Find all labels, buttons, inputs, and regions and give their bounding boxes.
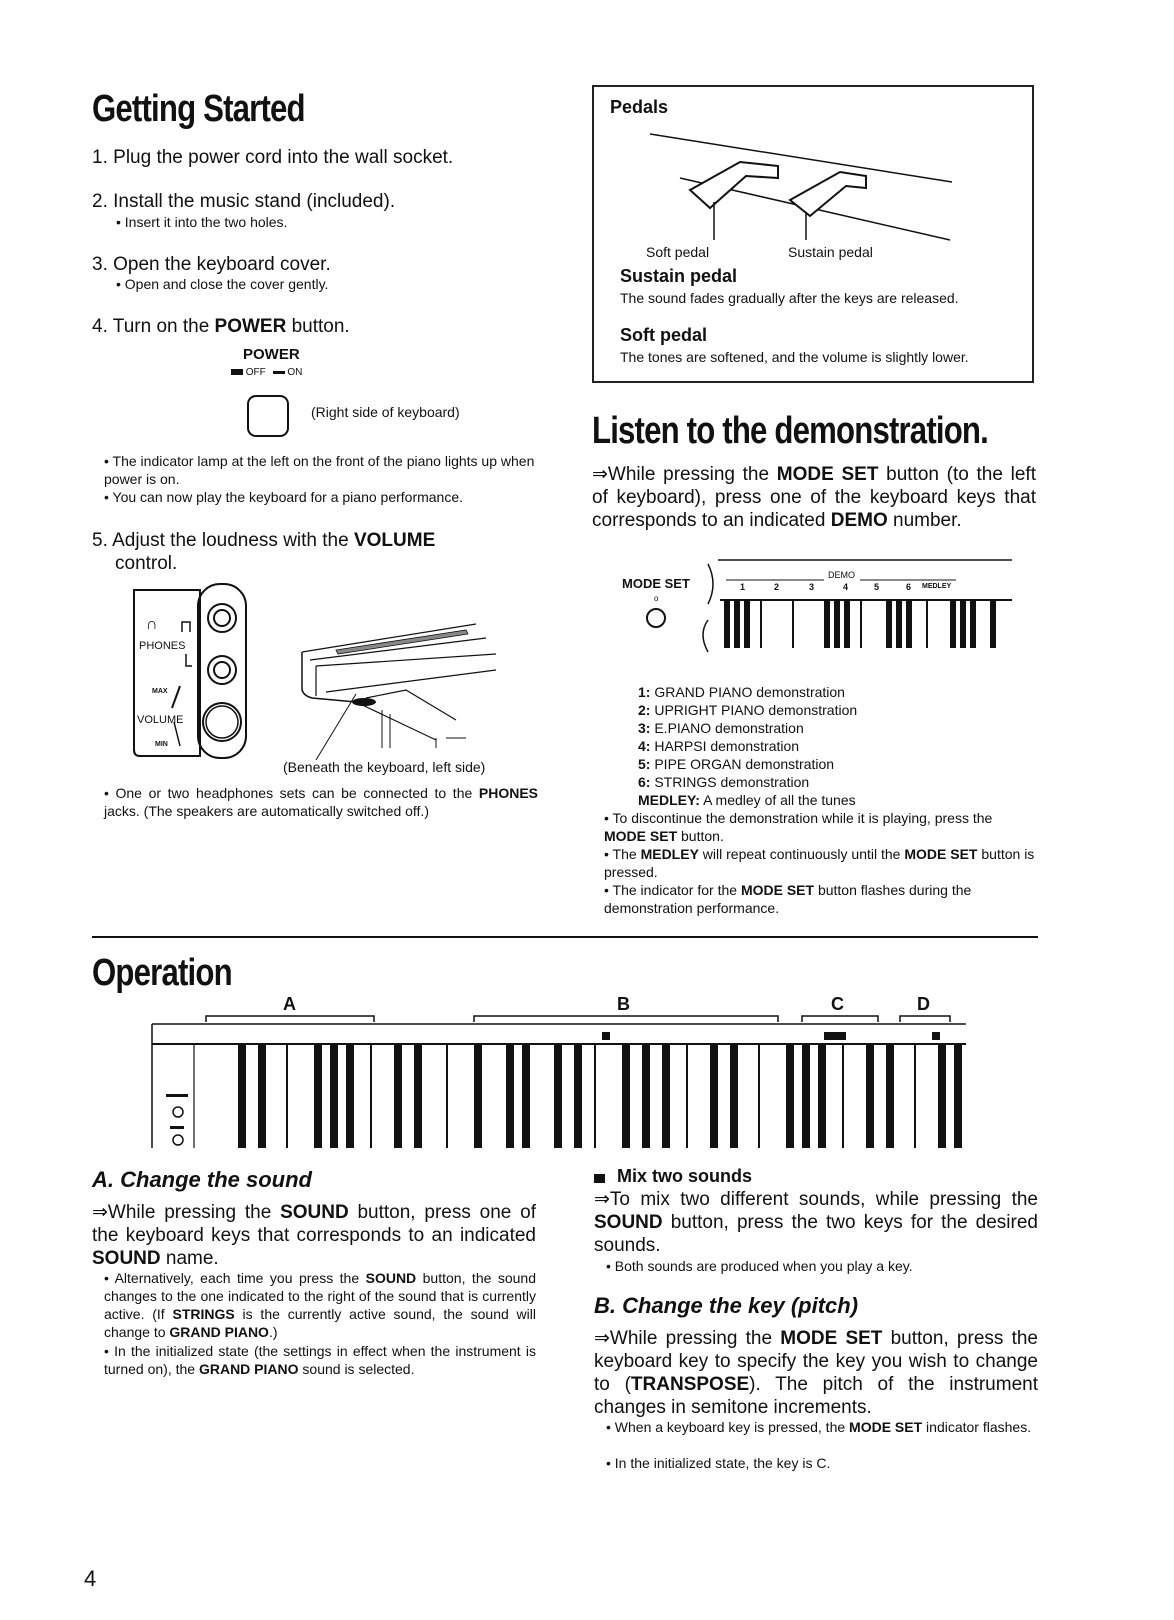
demo-intro: ⇒While pressing the MODE SET button (to the left of keyboard), press one of the keyboard keys that corresponds to an indicated DEMO number. [592, 464, 1036, 531]
headphone-icon: ∩ [146, 616, 158, 633]
keyboard-underside-drawing [296, 610, 506, 760]
demo-key-3: 3 [809, 582, 815, 592]
demo-title: Listen to the demonstration. [592, 410, 988, 452]
step-1: 1. Plug the power cord into the wall socket. [92, 147, 454, 168]
power-caption: (Right side of keyboard) [311, 404, 460, 420]
demo-list [638, 683, 857, 809]
phones-note: • One or two headphones sets can be connected to the PHONES jacks. (The speakers are automatically switched off.) [104, 785, 538, 819]
demo-note-1: • To discontinue the demonstration while it is playing, press the MODE SET button. [604, 810, 993, 844]
step-4: 4. Turn on the POWER button. [92, 316, 350, 337]
change-sound-intro: ⇒While pressing the SOUND button, press one of the keyboard keys that corresponds to an indicated SOUND name. [92, 1202, 536, 1269]
sustain-pedal-label: Sustain pedal [788, 244, 873, 260]
operation-title: Operation [92, 952, 232, 994]
group-a-label: A [283, 994, 296, 1014]
power-switch-legend: OFF ON [231, 367, 302, 378]
min-label: MIN [155, 741, 168, 748]
mode-set-label: MODE SET [622, 576, 690, 591]
mix-intro: ⇒To mix two different sounds, while pressing the SOUND button, press the two keys for the desired sounds. [594, 1189, 1038, 1256]
power-button[interactable] [247, 395, 289, 437]
list-item: 5: PIPE ORGAN demonstration [638, 756, 835, 772]
demo-note-2: • The MEDLEY will repeat continuously until the MODE SET button is pressed. [604, 846, 1035, 880]
demo-label: DEMO [828, 570, 855, 580]
demo-key-medley: MEDLEY [922, 583, 952, 590]
power-label: POWER [243, 346, 300, 363]
change-sound-title: A. Change the sound [92, 1167, 312, 1192]
change-key-note-1: • When a keyboard key is pressed, the MODE SET indicator flashes. [606, 1419, 1032, 1435]
soft-pedal-label: Soft pedal [646, 244, 710, 260]
step-2-note: • Insert it into the two holes. [116, 214, 288, 230]
step-2: 2. Install the music stand (included). [92, 191, 396, 212]
mode-set-button[interactable] [646, 608, 666, 628]
list-item: 1: GRAND PIANO demonstration [638, 684, 845, 700]
max-label: MAX [152, 688, 168, 695]
phones-label: PHONES [139, 640, 186, 652]
demo-note-3: • The indicator for the MODE SET button flashes during the demonstration performance. [604, 882, 972, 916]
change-key-intro: ⇒While pressing the MODE SET button, press the keyboard key to specify the key you wish to change to (TRANSPOSE). The pitch of the instrument changes in semitone increments. [594, 1328, 1038, 1418]
group-c-label: C [831, 994, 844, 1014]
change-key-title: B. Change the key (pitch) [594, 1293, 859, 1318]
sustain-heading: Sustain pedal [620, 266, 738, 286]
list-item: 6: STRINGS demonstration [638, 774, 810, 790]
demo-key-2: 2 [774, 582, 780, 592]
step-5: 5. Adjust the loudness with the VOLUME [92, 530, 436, 551]
step-5-cont: control. [115, 553, 178, 574]
off-indicator-icon [231, 369, 243, 375]
list-item: MEDLEY: A medley of all the tunes [638, 792, 856, 808]
beneath-caption: (Beneath the keyboard, left side) [283, 759, 486, 775]
mix-bullet-icon [594, 1174, 605, 1183]
demo-key-4: 4 [843, 582, 849, 592]
getting-started-title: Getting Started [92, 88, 305, 130]
change-sound-note-2: • In the initialized state (the settings in effect when the instrument is turned on), the GRAND PIANO sound is selected. [104, 1343, 536, 1377]
group-d-label: D [917, 994, 930, 1014]
demo-key-1: 1 [740, 582, 746, 592]
step-3-note: • Open and close the cover gently. [116, 276, 329, 292]
mode-set-indicator-icon: o [654, 594, 659, 603]
pedals-drawing [650, 128, 960, 244]
soft-heading: Soft pedal [620, 325, 708, 345]
change-key-note-2: • In the initialized state, the key is C. [606, 1455, 831, 1471]
step-3: 3. Open the keyboard cover. [92, 254, 331, 275]
volume-label: VOLUME [137, 714, 184, 726]
operation-keyboard-drawing [150, 1010, 970, 1150]
soft-text: The tones are softened, and the volume is slightly lower. [620, 349, 969, 365]
section-divider [92, 936, 1038, 938]
list-item: 3: E.PIANO demonstration [638, 720, 804, 736]
mix-note: • Both sounds are produced when you play a key. [606, 1258, 913, 1274]
mix-title: Mix two sounds [617, 1166, 752, 1186]
power-note-1: • The indicator lamp at the left on the front of the piano lights up when power is on. [104, 453, 535, 487]
sustain-text: The sound fades gradually after the keys are released. [620, 290, 959, 306]
page-number: 4 [84, 1566, 97, 1591]
group-b-label: B [617, 994, 630, 1014]
list-item: 4: HARPSI demonstration [638, 738, 800, 754]
phones-volume-panel [130, 582, 250, 762]
pedals-title: Pedals [610, 97, 669, 117]
list-item: 2: UPRIGHT PIANO demonstration [638, 702, 858, 718]
on-indicator-icon [273, 371, 285, 374]
power-note-2: • You can now play the keyboard for a piano performance. [104, 489, 464, 505]
demo-key-6: 6 [906, 582, 912, 592]
demo-keyboard-drawing [700, 556, 1020, 656]
demo-key-5: 5 [874, 582, 880, 592]
change-sound-note-1: • Alternatively, each time you press the SOUND button, the sound changes to the one indicated to the right of the sound that is currently active. (If STRINGS is the currently active sound, the sound will change to GRAND PIANO.) [104, 1270, 536, 1340]
